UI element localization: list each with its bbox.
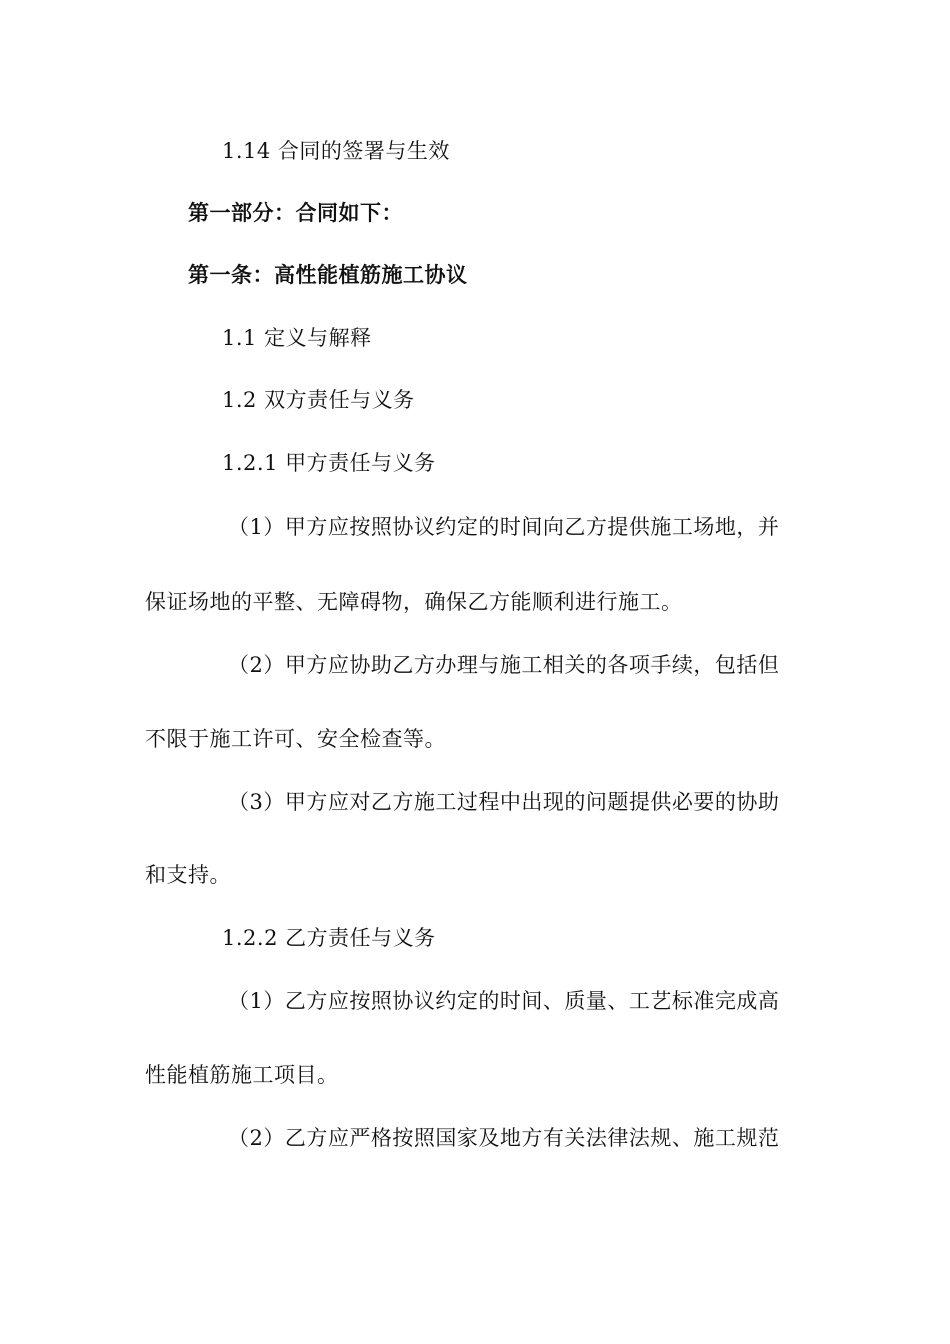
part-one-heading: 第一部分：合同如下： bbox=[188, 201, 403, 225]
clause-heading-1-2-1: 1.2.1 甲方责任与义务 bbox=[222, 451, 436, 475]
party-b-item-2-line-1: （2）乙方应严格按照国家及地方有关法律法规、施工规范 bbox=[228, 1126, 780, 1150]
party-a-item-1-line-2: 保证场地的平整、无障碍物，确保乙方能顺利进行施工。 bbox=[145, 590, 683, 614]
clause-heading-1-2: 1.2 双方责任与义务 bbox=[222, 388, 415, 412]
clause-heading-1-2-2: 1.2.2 乙方责任与义务 bbox=[222, 926, 436, 950]
clause-heading-1-1: 1.1 定义与解释 bbox=[222, 326, 372, 350]
party-a-item-3-line-1: （3）甲方应对乙方施工过程中出现的问题提供必要的协助 bbox=[228, 790, 780, 814]
party-a-item-2-line-1: （2）甲方应协助乙方办理与施工相关的各项手续，包括但 bbox=[228, 653, 780, 677]
party-a-item-2-line-2: 不限于施工许可、安全检查等。 bbox=[145, 727, 446, 751]
party-b-item-1-line-2: 性能植筋施工项目。 bbox=[145, 1063, 339, 1087]
clause-heading-1-14: 1.14 合同的签署与生效 bbox=[222, 139, 450, 163]
party-b-item-1-line-1: （1）乙方应按照协议约定的时间、质量、工艺标准完成高 bbox=[228, 989, 780, 1013]
party-a-item-1-line-1: （1）甲方应按照协议约定的时间向乙方提供施工场地，并 bbox=[228, 515, 780, 539]
party-a-item-3-line-2: 和支持。 bbox=[145, 863, 231, 887]
article-one-heading: 第一条：高性能植筋施工协议 bbox=[188, 263, 468, 287]
